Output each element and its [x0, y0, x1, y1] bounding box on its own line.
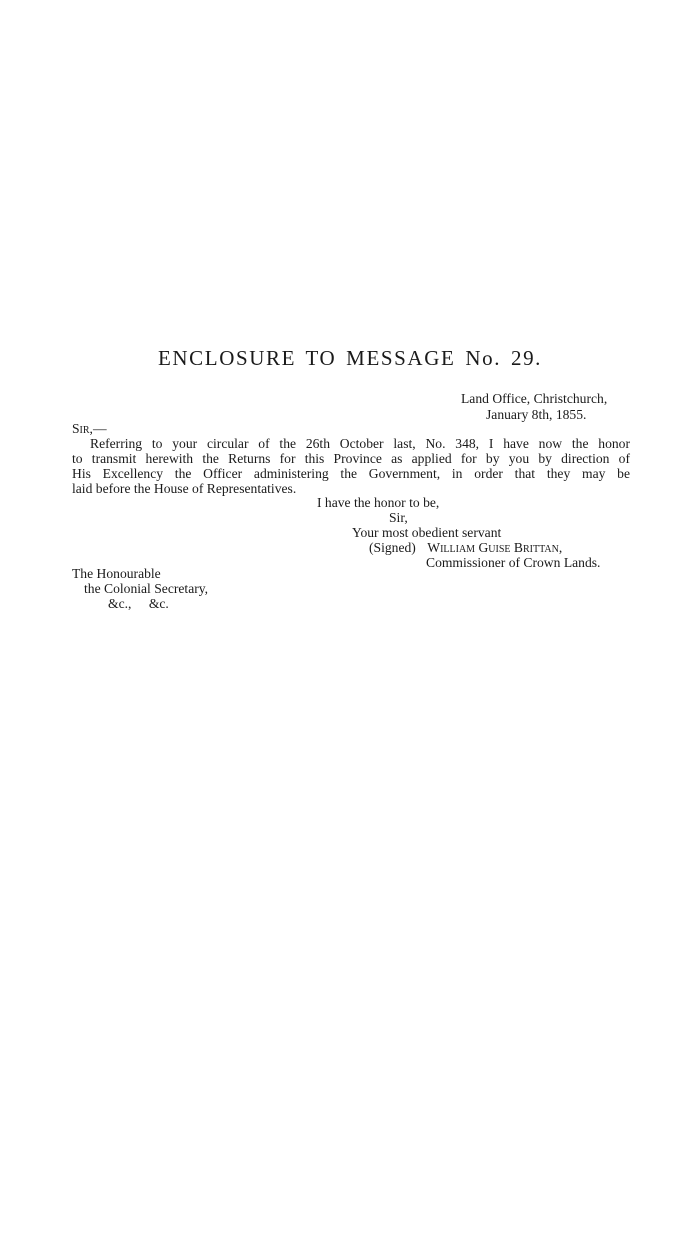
closing-line-2: Sir, [389, 510, 408, 525]
dateline-date: January 8th, 1855. [486, 407, 587, 422]
body-line-2: to transmit herewith the Returns for this Province as applied for by you by direction of [72, 451, 630, 466]
body-line-3: His Excellency the Officer administering the Government, in order that they may be [72, 466, 630, 481]
heading-number: No. 29. [465, 346, 543, 370]
salutation: Sir,— [72, 421, 107, 436]
address-line-1: The Honourable [72, 566, 161, 581]
page-heading [0, 346, 700, 371]
address-etc-row [108, 597, 169, 611]
heading-title: ENCLOSURE TO MESSAGE [157, 346, 456, 370]
signature-signed: (Signed) [369, 540, 416, 555]
address-etc-2: &c. [148, 596, 169, 611]
body-line-4: laid before the House of Representatives. [72, 481, 297, 496]
closing-line-3: Your most obedient servant [352, 525, 502, 540]
body-line-1: Referring to your circular of the 26th October last, No. 348, I have now the honor [90, 436, 630, 451]
dateline-place: Land Office, Christchurch, [461, 391, 608, 406]
address-line-2: the Colonial Secretary, [84, 581, 209, 596]
address-etc-1: &c., [108, 596, 132, 611]
signature-name: William Guise Brittan, [427, 540, 563, 555]
closing-line-1: I have the honor to be, [317, 495, 440, 510]
signature-title: Commissioner of Crown Lands. [426, 555, 601, 570]
signature-line [369, 541, 562, 555]
